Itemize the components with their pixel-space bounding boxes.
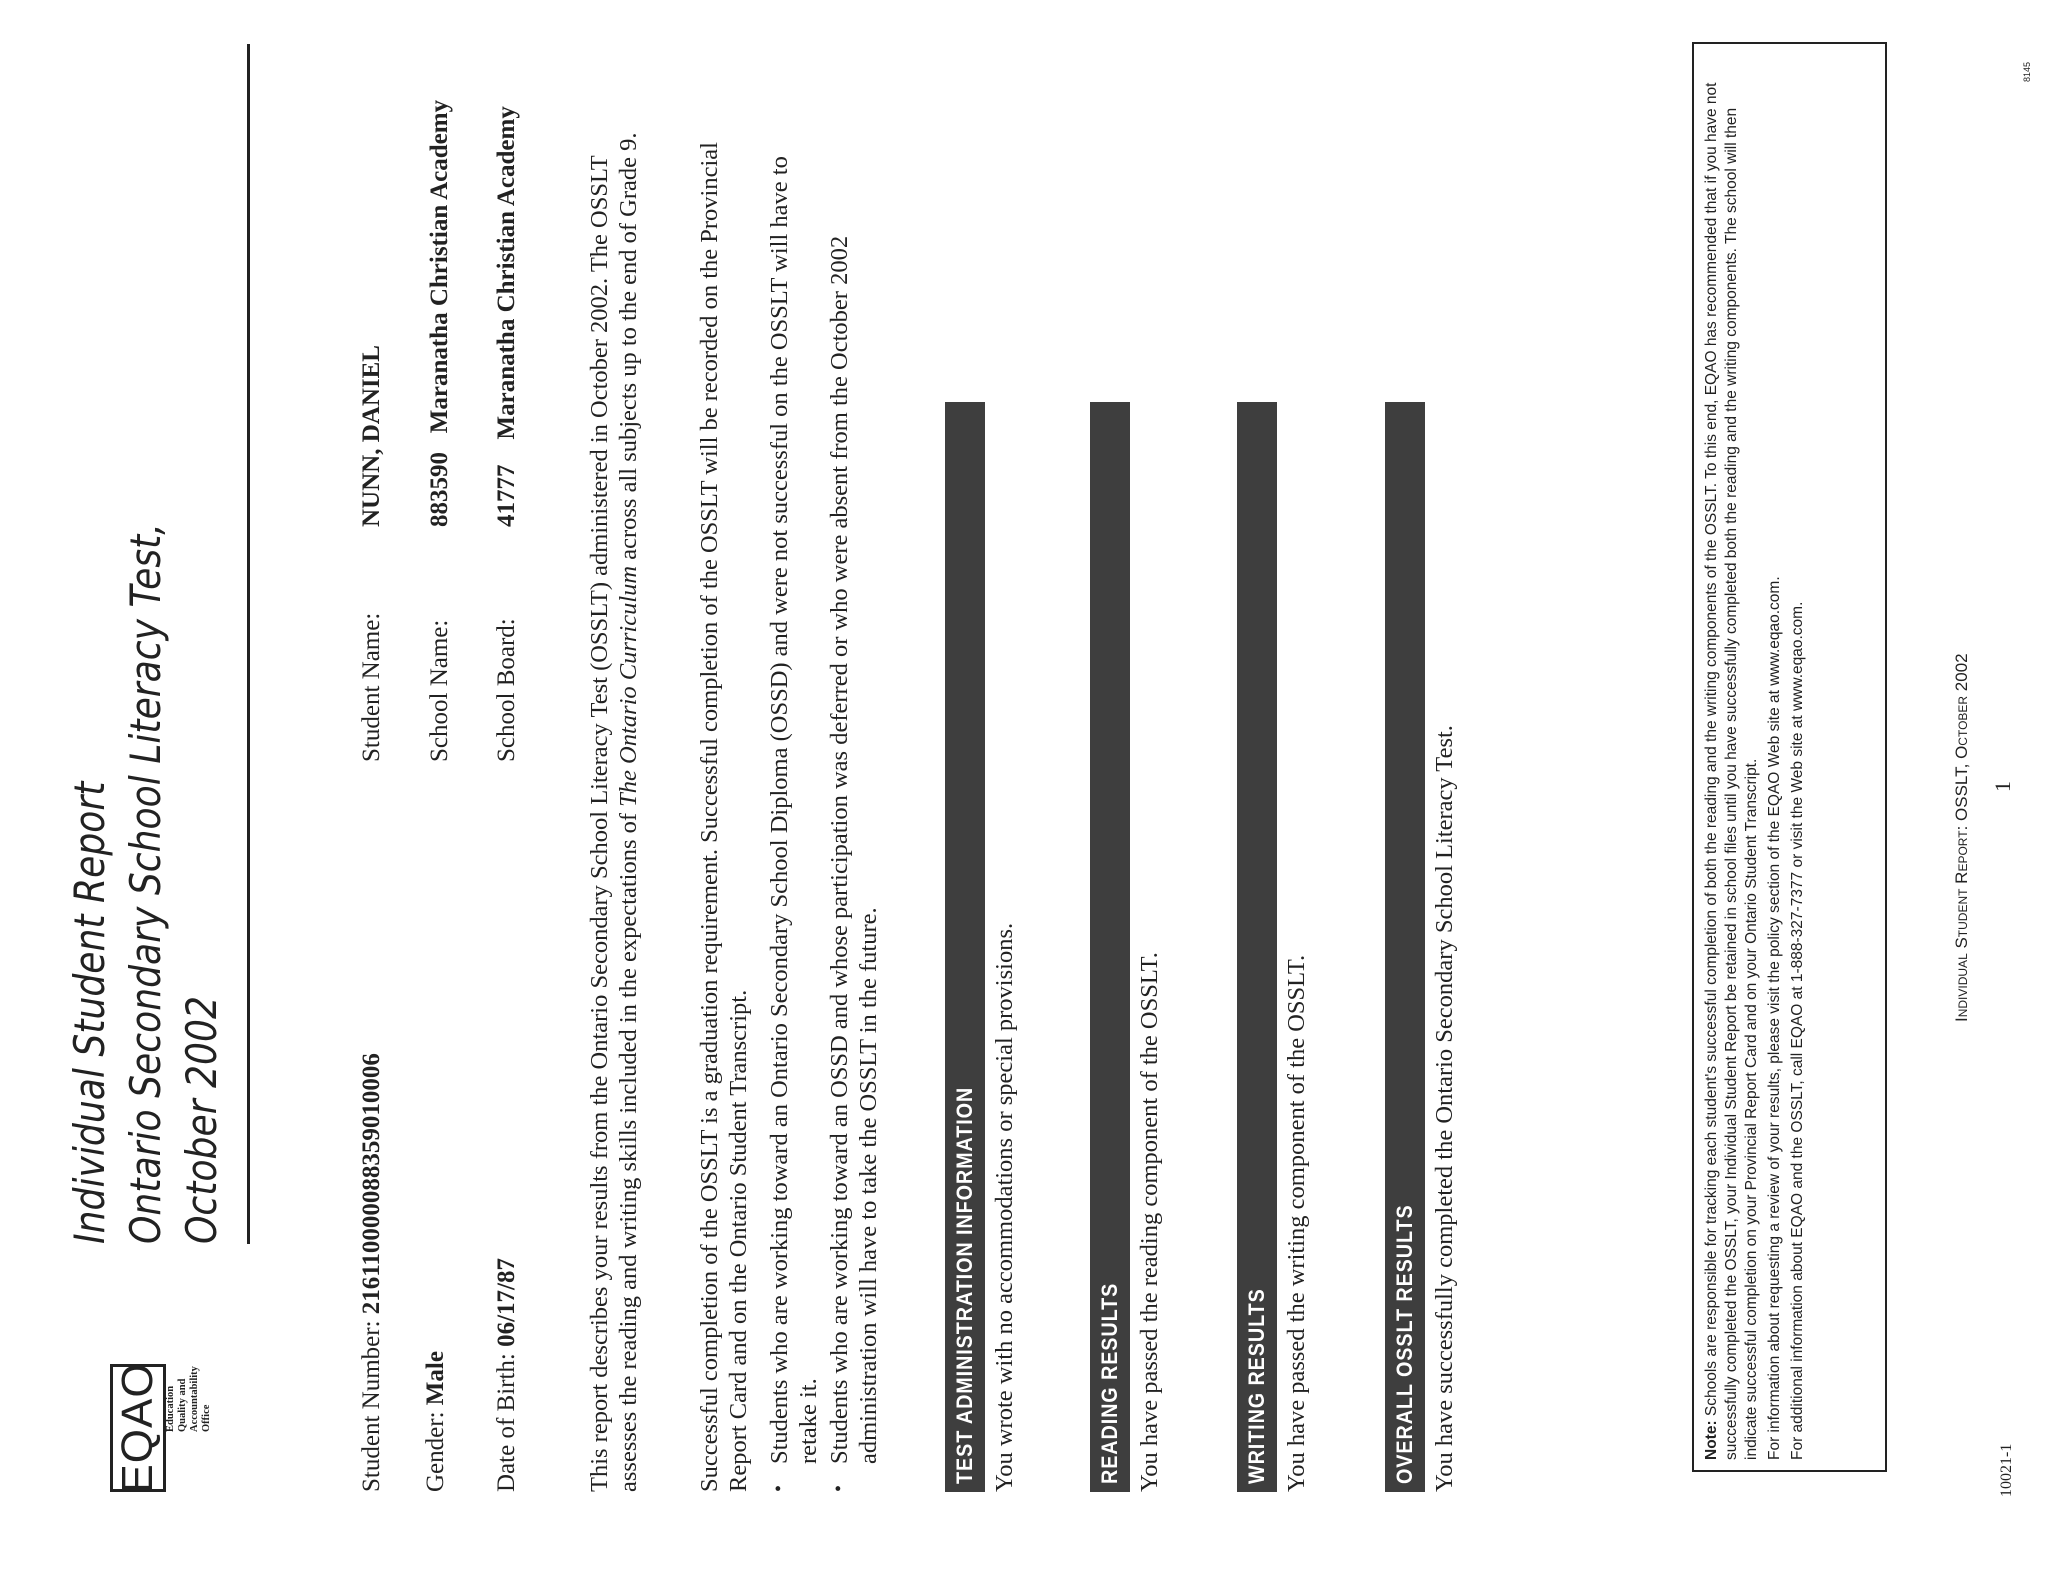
scan-code-mark: 8145 (2022, 61, 2032, 82)
reading-results-text: You have passed the reading component of the OSSLT. (1136, 952, 1163, 1492)
student-number-field (357, 1053, 387, 1492)
title-line-1: Individual Student Report (65, 781, 114, 1244)
writing-results-header (1237, 402, 1277, 1492)
student-number-label: Student Number: (358, 1320, 385, 1492)
student-name-value-wrap (357, 345, 387, 527)
bullet-retake: • Students who are working toward an Ontario Secondary School Diploma (OSSD) and were not successful on the OSSLT will have to retake it. (765, 134, 823, 1492)
reading-results-header (1090, 402, 1130, 1492)
overall-results-header (1385, 402, 1425, 1492)
test-admin-text: You wrote with no accommodations or special provisions. (991, 922, 1018, 1492)
note-paragraph (1702, 54, 1762, 1460)
title-line-2: Ontario Secondary School Literacy Test, (121, 523, 170, 1244)
intro-paragraph-1 (585, 132, 643, 1492)
curriculum-title: The Ontario Curriculum (615, 565, 642, 807)
student-name-value: NUNN, DANIEL (358, 345, 385, 527)
board-code: 41777 (493, 464, 520, 527)
student-number-value: 216110000088359010006 (358, 1053, 385, 1315)
gender-label: Gender: (422, 1411, 449, 1492)
dob-field (492, 1258, 522, 1492)
test-admin-title: TEST ADMINISTRATION INFORMATION (952, 1086, 977, 1484)
school-board-value: Maranatha Christian Academy (493, 106, 520, 440)
bullet-deferred: • Students who are working toward an OSSD and whose participation was deferred or who were absent from the October 2002 administration will have to take the OSSLT in the future. (825, 134, 883, 1492)
gender-field (421, 1351, 451, 1492)
school-board-value-wrap (492, 106, 522, 527)
dob-value: 06/17/87 (493, 1257, 520, 1347)
footer-report-name: Individual Student Report: OSSLT, October 2002 (1952, 653, 1971, 1022)
school-board-label: School Board: (493, 618, 520, 762)
note-box (1692, 42, 1887, 1472)
school-name-value: Maranatha Christian Academy (426, 99, 453, 434)
school-name-value-wrap (425, 100, 455, 527)
school-name-label: School Name: (426, 619, 453, 762)
gender-value: Male (422, 1351, 449, 1406)
overall-results-title: OVERALL OSSLT RESULTS (1392, 1204, 1417, 1484)
eqao-logo (110, 1364, 166, 1492)
intro-text-a: This report describes your results from the Ontario Secondary School Literacy Test (OSSLT) administered in October 2002. The OSSLT assesses the reading and writing skills included in the expectations of (586, 155, 642, 1492)
writing-results-text: You have passed the writing component of the OSSLT. (1283, 954, 1310, 1492)
contact-info: For additional information about EQAO and the OSSLT, call EQAO at 1-888-327-7377 or visit the Web site at www.eqao.com. (1789, 601, 1806, 1460)
overall-results-text: You have successfully completed the Ontario Secondary School Literacy Test. (1431, 725, 1458, 1492)
writing-results-title: WRITING RESULTS (1244, 1288, 1269, 1484)
title-line-3: October 2002 (177, 996, 226, 1244)
note-label: Note: (1703, 1420, 1720, 1460)
intro-text-b: across all subjects up to the end of Grade 9. (615, 132, 642, 566)
review-info: For information about requesting a review of your results, please visit the policy section of the EQAO Web site at www.eqao.com. (1766, 576, 1783, 1460)
title-divider (247, 44, 250, 1244)
report-title (62, 384, 230, 1244)
logo-org-name: Education Quality and Accountability Office (165, 1366, 213, 1432)
note-text: Schools are responsible for tracking each student's successful completion of both the reading and the writing components of the OSSLT. To this end, EQAO has recommended that if you have not successfully completed the OSSLT, your Individual Student Report be retained in school files until you have successfully completed both the reading and the writing components. The school will then indicate successful completion on your Provincial Report Card and on your Ontario Student Transcript. (1703, 82, 1760, 1460)
dob-label: Date of Birth: (493, 1353, 520, 1492)
intro-paragraph-2: Successful completion of the OSSLT is a graduation requirement. Successful completion of the OSSLT will be recorded on the Provincial Report Card and on the Ontario Student Transcript. (696, 142, 752, 1492)
student-name-label: Student Name: (358, 612, 385, 762)
logo-text: EQAO (113, 1362, 162, 1494)
form-code: 10021-1 (1998, 1443, 2015, 1497)
test-admin-header (945, 402, 985, 1492)
page-number: 1 (1990, 781, 2015, 792)
school-code: 883590 (426, 452, 453, 527)
reading-results-title: READING RESULTS (1097, 1282, 1122, 1484)
